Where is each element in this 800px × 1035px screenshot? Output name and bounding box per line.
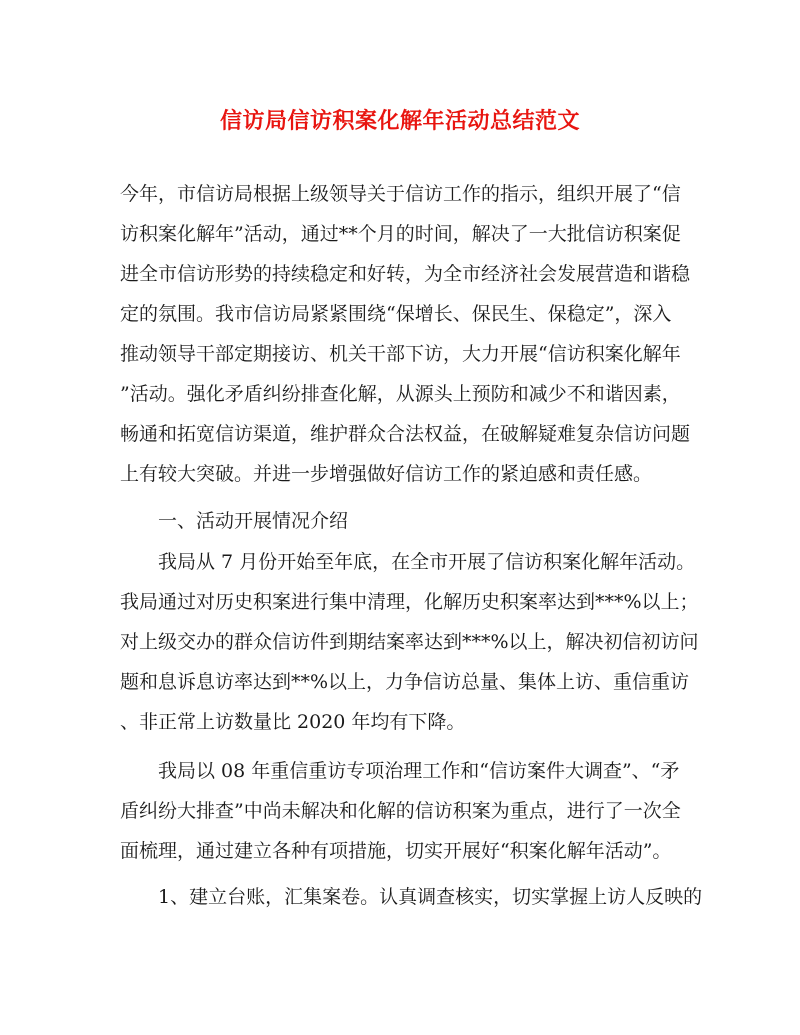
paragraph-line: 盾纠纷大排查”中尚未解决和化解的信访积案为重点，进行了一次全 [120, 800, 681, 822]
paragraph-line: 访积案化解年”活动，通过**个月的时间，解决了一大批信访积案促 [120, 223, 681, 245]
paragraph-line: 我局以 08 年重信重访专项治理工作和“信访案件大调查”、“矛 [158, 760, 680, 782]
paragraph-line: 畅通和拓宽信访渠道，维护群众合法权益，在破解疑难复杂信访问题 [120, 423, 691, 445]
paragraph-line: 面梳理，通过建立各种有项措施，切实开展好“积案化解年活动”。 [120, 840, 672, 862]
paragraph-line: 1、建立台账，汇集案卷。认真调查核实，切实掌握上访人反映的 [158, 886, 703, 908]
paragraph-line: 对上级交办的群众信访件到期结案率达到***%以上，解决初信初访问 [120, 631, 699, 653]
document-title: 信访局信访积案化解年活动总结范文 [219, 108, 580, 134]
paragraph-line: 题和息诉息访率达到**%以上，力争信访总量、集体上访、重信重访 [120, 671, 690, 693]
paragraph-line: 我局通过对历史积案进行集中清理，化解历史积案率达到***%以上； [120, 591, 699, 613]
paragraph-line: 上有较大突破。并进一步增强做好信访工作的紧迫感和责任感。 [120, 463, 653, 485]
paragraph-line: 推动领导干部定期接访、机关干部下访，大力开展“信访积案化解年 [120, 343, 681, 365]
section-heading-text: 一、活动开展情况介绍 [158, 510, 349, 532]
paragraph-line: ”活动。强化矛盾纠纷排查化解，从源头上预防和减少不和谐因素， [120, 383, 681, 405]
paragraph-line: 今年，市信访局根据上级领导关于信访工作的指示，组织开展了“信 [120, 183, 681, 205]
paragraph-line: 我局从 7 月份开始至年底，在全市开展了信访积案化解年活动。 [158, 551, 696, 573]
paragraph-line: 定的氛围。我市信访局紧紧围绕“保增长、保民生、保稳定”，深入 [120, 303, 672, 325]
paragraph-line: 、非正常上访数量比 2020 年均有下降。 [120, 711, 466, 733]
paragraph-line: 进全市信访形势的持续稳定和好转，为全市经济社会发展营造和谐稳 [120, 263, 691, 285]
